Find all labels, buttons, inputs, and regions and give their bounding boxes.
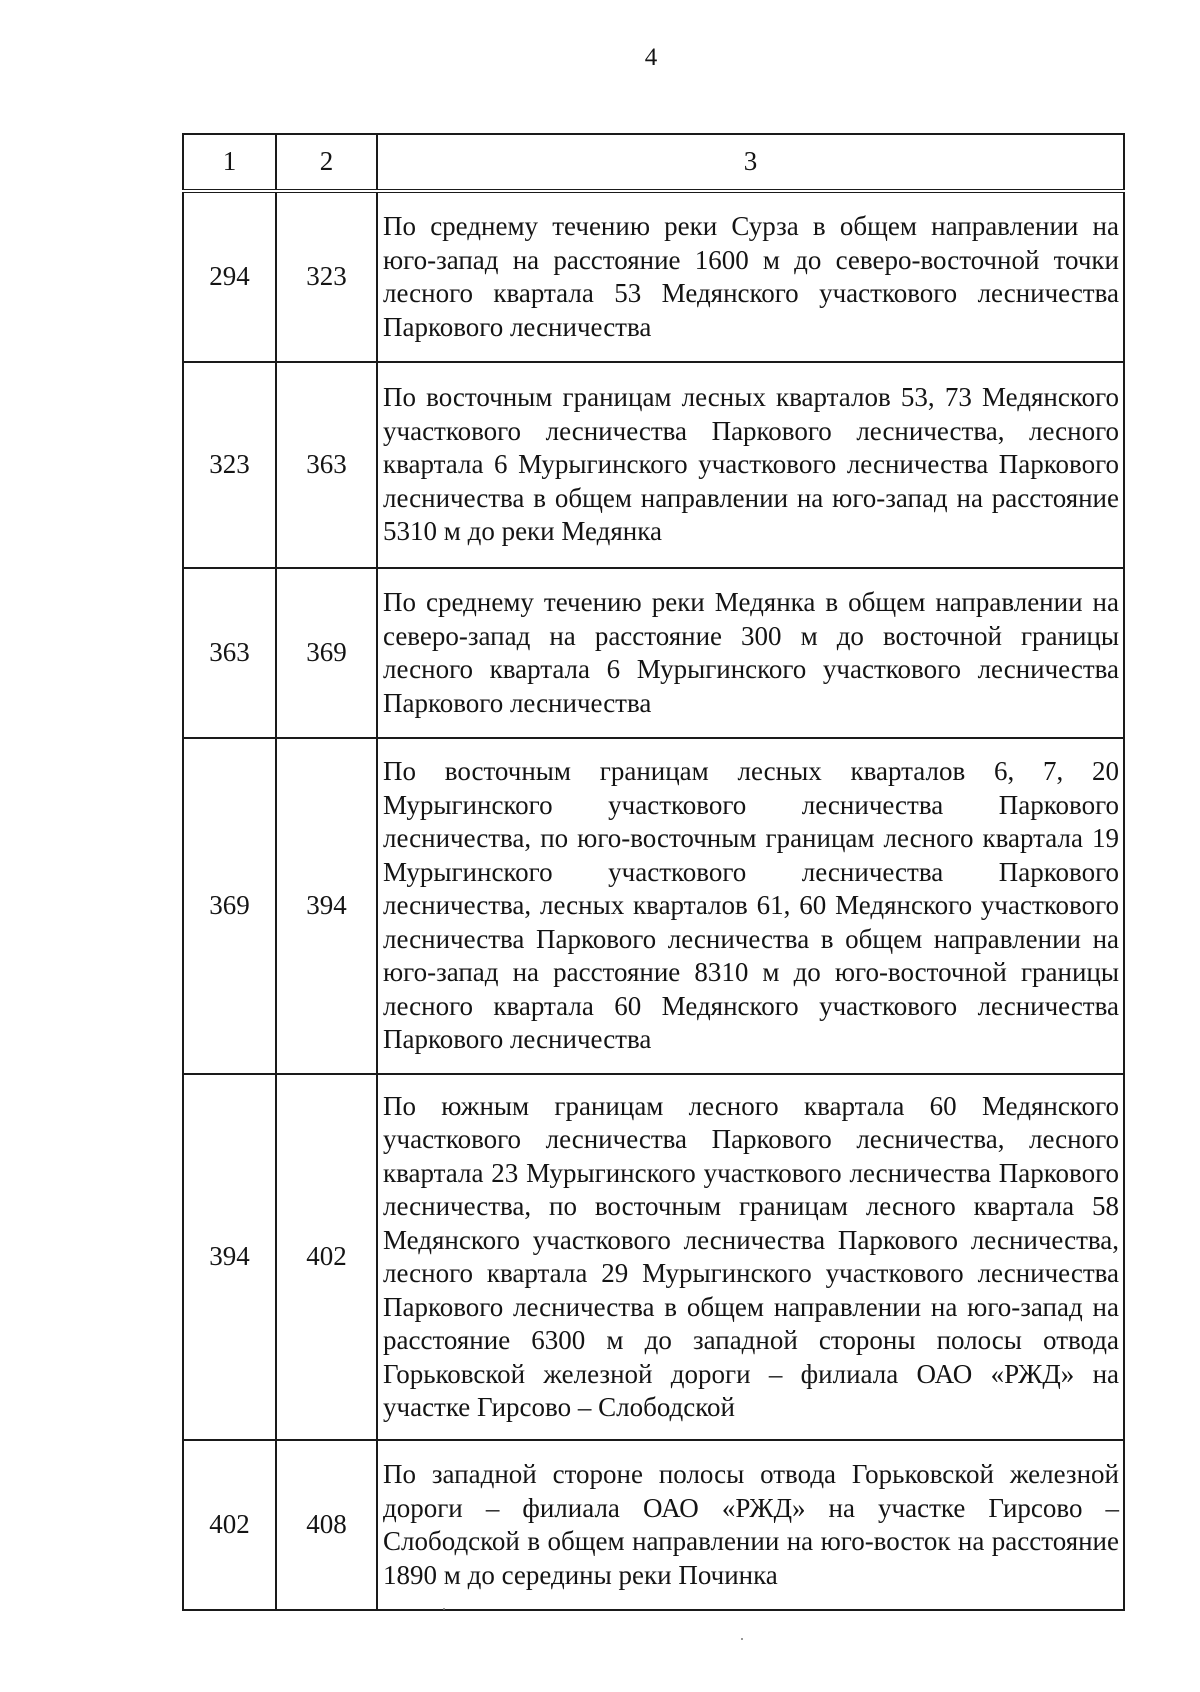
- table-row: [183, 568, 1124, 738]
- to-point-cell: 323: [276, 191, 377, 362]
- boundary-description-cell: По среднему течению реки Сурза в общем направлении на юго-запад на расстояние 1600 м до северо-восточной точки лесного квартала 53 Медянского участкового лесничества Паркового лесничества: [377, 191, 1124, 362]
- page-number: 4: [644, 44, 658, 71]
- from-point-cell: 402: [183, 1440, 276, 1610]
- to-point-cell: 394: [276, 738, 377, 1074]
- from-point-cell: 323: [183, 362, 276, 568]
- scan-speck: [741, 1638, 743, 1640]
- table-row: [183, 1074, 1124, 1440]
- table-row: [183, 738, 1124, 1074]
- boundary-description-cell: По среднему течению реки Медянка в общем направлении на северо-запад на расстояние 300 м до восточной границы лесного квартала 6 Мурыгинского участкового лесничества Паркового лесничества: [377, 568, 1124, 738]
- table-header-row: [183, 134, 1124, 191]
- from-point-cell: 363: [183, 568, 276, 738]
- from-point-cell: 394: [183, 1074, 276, 1440]
- column-header-3: 3: [377, 134, 1124, 191]
- column-header-2: 2: [276, 134, 377, 191]
- scan-speck: [443, 1608, 445, 1610]
- boundary-description-cell: По восточным границам лесных кварталов 6, 7, 20 Мурыгинского участкового лесничества Паркового лесничества, по юго-восточным границам лесного квартала 19 Мурыгинского участкового лесничества Паркового лесничества, лесных кварталов 61, 60 Медянского участкового лесничества Паркового лесничества в общем направлении на юго-запад на расстояние 8310 м до юго-восточной границы лесного квартала 60 Медянского участкового лесничества Паркового лесничества: [377, 738, 1124, 1074]
- from-point-cell: 294: [183, 191, 276, 362]
- column-header-1: 1: [183, 134, 276, 191]
- to-point-cell: 369: [276, 568, 377, 738]
- from-point-cell: 369: [183, 738, 276, 1074]
- to-point-cell: 363: [276, 362, 377, 568]
- table-row: [183, 362, 1124, 568]
- boundary-description-table: [182, 133, 1125, 1611]
- boundary-description-cell: По западной стороне полосы отвода Горьковской железной дороги – филиала ОАО «РЖД» на участке Гирсово – Слободской в общем направлении на юго-восток на расстояние 1890 м до середины реки Починка: [377, 1440, 1124, 1610]
- table-row: [183, 1440, 1124, 1610]
- boundary-description-cell: По восточным границам лесных кварталов 53, 73 Медянского участкового лесничества Паркового лесничества, лесного квартала 6 Мурыгинского участкового лесничества Паркового лесничества в общем направлении на юго-запад на расстояние 5310 м до реки Медянка: [377, 362, 1124, 568]
- to-point-cell: 408: [276, 1440, 377, 1610]
- to-point-cell: 402: [276, 1074, 377, 1440]
- boundary-description-cell: По южным границам лесного квартала 60 Медянского участкового лесничества Паркового лесничества, лесного квартала 23 Мурыгинского участкового лесничества Паркового лесничества, по восточным границам лесного квартала 58 Медянского участкового лесничества Паркового лесничества, лесного квартала 29 Мурыгинского участкового лесничества Паркового лесничества в общем направлении на юго-запад на расстояние 6300 м до западной стороны полосы отвода Горьковской железной дороги – филиала ОАО «РЖД» на участке Гирсово – Слободской: [377, 1074, 1124, 1440]
- table-row: [183, 191, 1124, 362]
